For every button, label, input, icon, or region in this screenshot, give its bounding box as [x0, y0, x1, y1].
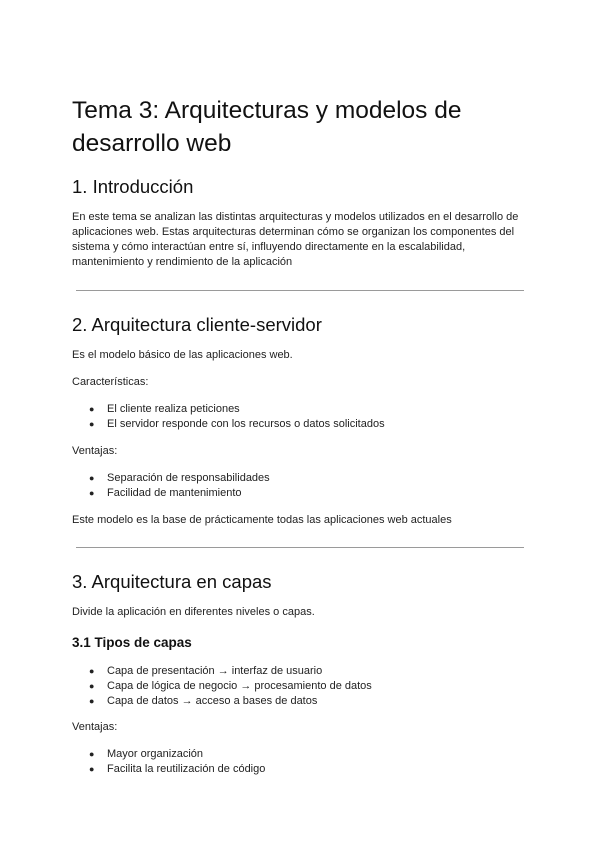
list-item: ● Capa de presentación → interfaz de usuario	[89, 665, 323, 677]
section-heading-capas: 3. Arquitectura en capas	[72, 571, 272, 592]
caracteristicas-list	[72, 402, 528, 432]
introduccion-paragraph: En este tema se analizan las distintas arquitecturas y modelos utilizados en el desarrollo de aplicaciones web. Estas arquitecturas determinan cómo se organizan los componentes del sistema y cómo interactúan entre sí, influyendo directamente en la escalabilidad, mantenimiento y rendimiento de la aplicación	[72, 211, 519, 268]
bullet-icon: ●	[89, 419, 95, 429]
list-item: ● El cliente realiza peticiones	[89, 403, 240, 415]
bullet-icon: ●	[89, 488, 95, 498]
section-heading-introduccion: 1. Introducción	[72, 176, 194, 197]
ventajas-list	[72, 471, 528, 501]
document-title: Tema 3: Arquitecturas y modelos de desarrollo web	[72, 97, 462, 157]
capas-intro: Divide la aplicación en diferentes niveles o capas.	[72, 606, 315, 618]
bullet-icon: ●	[89, 681, 95, 691]
list-item: ● El servidor responde con los recursos o datos solicitados	[89, 418, 385, 430]
subheading-tipos-de-capas: 3.1 Tipos de capas	[72, 635, 192, 650]
list-item: ● Separación de responsabilidades	[89, 472, 270, 484]
cliente-servidor-closing: Este modelo es la base de prácticamente todas las aplicaciones web actuales	[72, 514, 452, 526]
bullet-icon: ●	[89, 473, 95, 483]
list-item: ● Capa de lógica de negocio → procesamiento de datos	[89, 680, 372, 692]
capas-ventajas-list	[72, 747, 528, 777]
list-item: ● Facilita la reutilización de código	[89, 763, 266, 775]
bullet-icon: ●	[89, 666, 95, 676]
bullet-icon: ●	[89, 749, 95, 759]
list-item: ● Mayor organización	[89, 748, 203, 760]
section-heading-cliente-servidor: 2. Arquitectura cliente-servidor	[72, 314, 322, 335]
list-item: ● Facilidad de mantenimiento	[89, 487, 242, 499]
capas-list	[72, 664, 528, 709]
cliente-servidor-intro: Es el modelo básico de las aplicaciones web.	[72, 349, 293, 361]
list-item: ● Capa de datos → acceso a bases de datos	[89, 695, 318, 707]
capas-ventajas-label: Ventajas:	[72, 721, 118, 733]
caracteristicas-label: Características:	[72, 376, 149, 388]
bullet-icon: ●	[89, 404, 95, 414]
section-divider	[76, 290, 524, 291]
bullet-icon: ●	[89, 696, 95, 706]
section-divider	[76, 547, 524, 548]
ventajas-label: Ventajas:	[72, 445, 118, 457]
bullet-icon: ●	[89, 764, 95, 774]
